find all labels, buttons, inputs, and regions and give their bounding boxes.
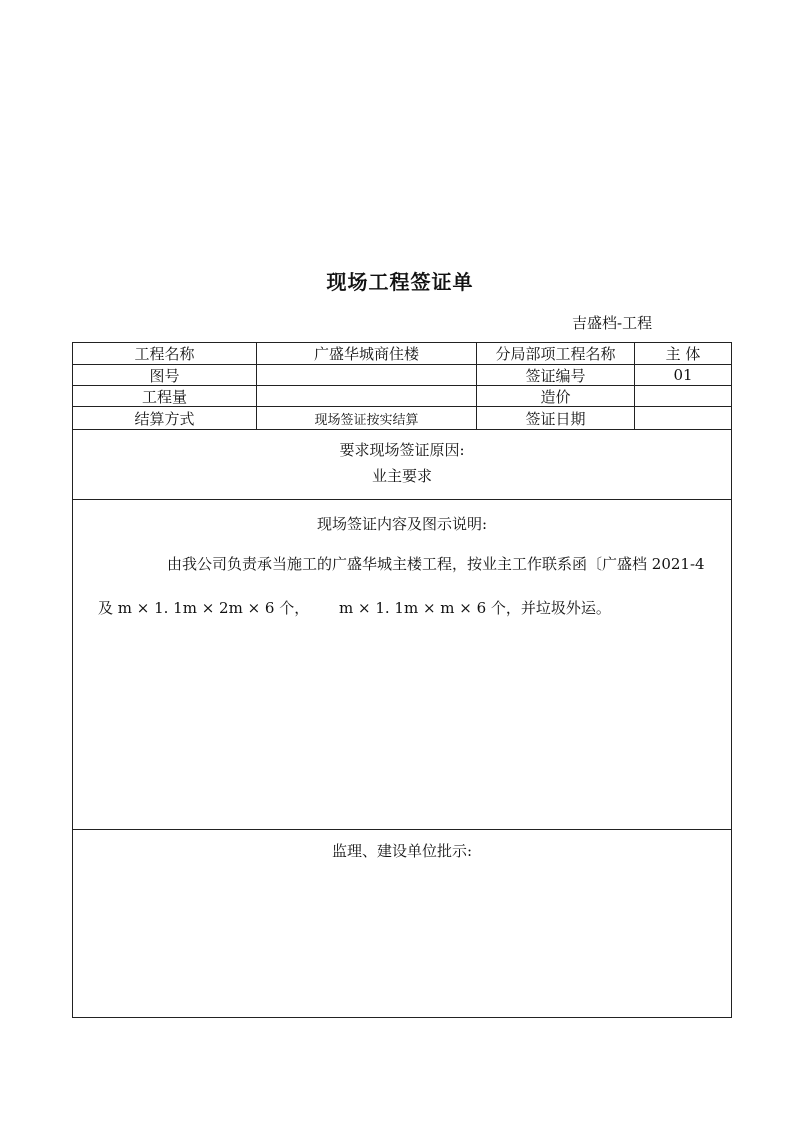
approval-section: [73, 830, 731, 1017]
reason-section: [73, 430, 731, 500]
value-quantity: [257, 386, 477, 406]
content-line-1: 由我公司负责承当施工的广盛华城主楼工程，按业主工作联系函〔广盛档 2021-4: [167, 555, 705, 573]
value-settlement-method: 现场签证按实结算: [257, 407, 477, 429]
label-subproject-name: 分局部项工程名称: [477, 343, 635, 364]
table-row: [73, 343, 731, 365]
label-cost: 造价: [477, 386, 635, 406]
label-signoff-date: 签证日期: [477, 407, 635, 429]
content-line-2b: m × 1. 1m × m × 6 个，并垃圾外运。: [339, 599, 611, 617]
signoff-form: [72, 342, 732, 1018]
table-row: [73, 386, 731, 407]
content-line-2a: 及 m × 1. 1m × 2m × 6 个，: [98, 599, 310, 617]
label-drawing-no: 图号: [73, 365, 257, 385]
value-signoff-date: [635, 407, 731, 429]
content-section: [73, 500, 731, 830]
value-subproject-name: 主 体: [665, 345, 701, 363]
label-quantity: 工程量: [73, 386, 257, 406]
reason-text: 业主要求: [371, 467, 432, 485]
value-cost: [635, 386, 731, 406]
table-row: [73, 407, 731, 430]
value-drawing-no: [257, 365, 477, 385]
content-heading: 现场签证内容及图示说明:: [316, 515, 488, 533]
value-signoff-no: 01: [673, 366, 693, 384]
document-title: 现场工程签证单: [326, 270, 474, 294]
approval-heading: 监理、建设单位批示:: [331, 842, 473, 860]
table-row: [73, 365, 731, 386]
label-project-name: 工程名称: [73, 343, 257, 364]
value-project-name: 广盛华城商住楼: [257, 343, 477, 364]
reason-heading: 要求现场签证原因:: [339, 441, 465, 459]
label-settlement-method: 结算方式: [73, 407, 257, 429]
label-signoff-no: 签证编号: [477, 365, 635, 385]
document-reference: 吉盛档-工程: [572, 314, 653, 332]
